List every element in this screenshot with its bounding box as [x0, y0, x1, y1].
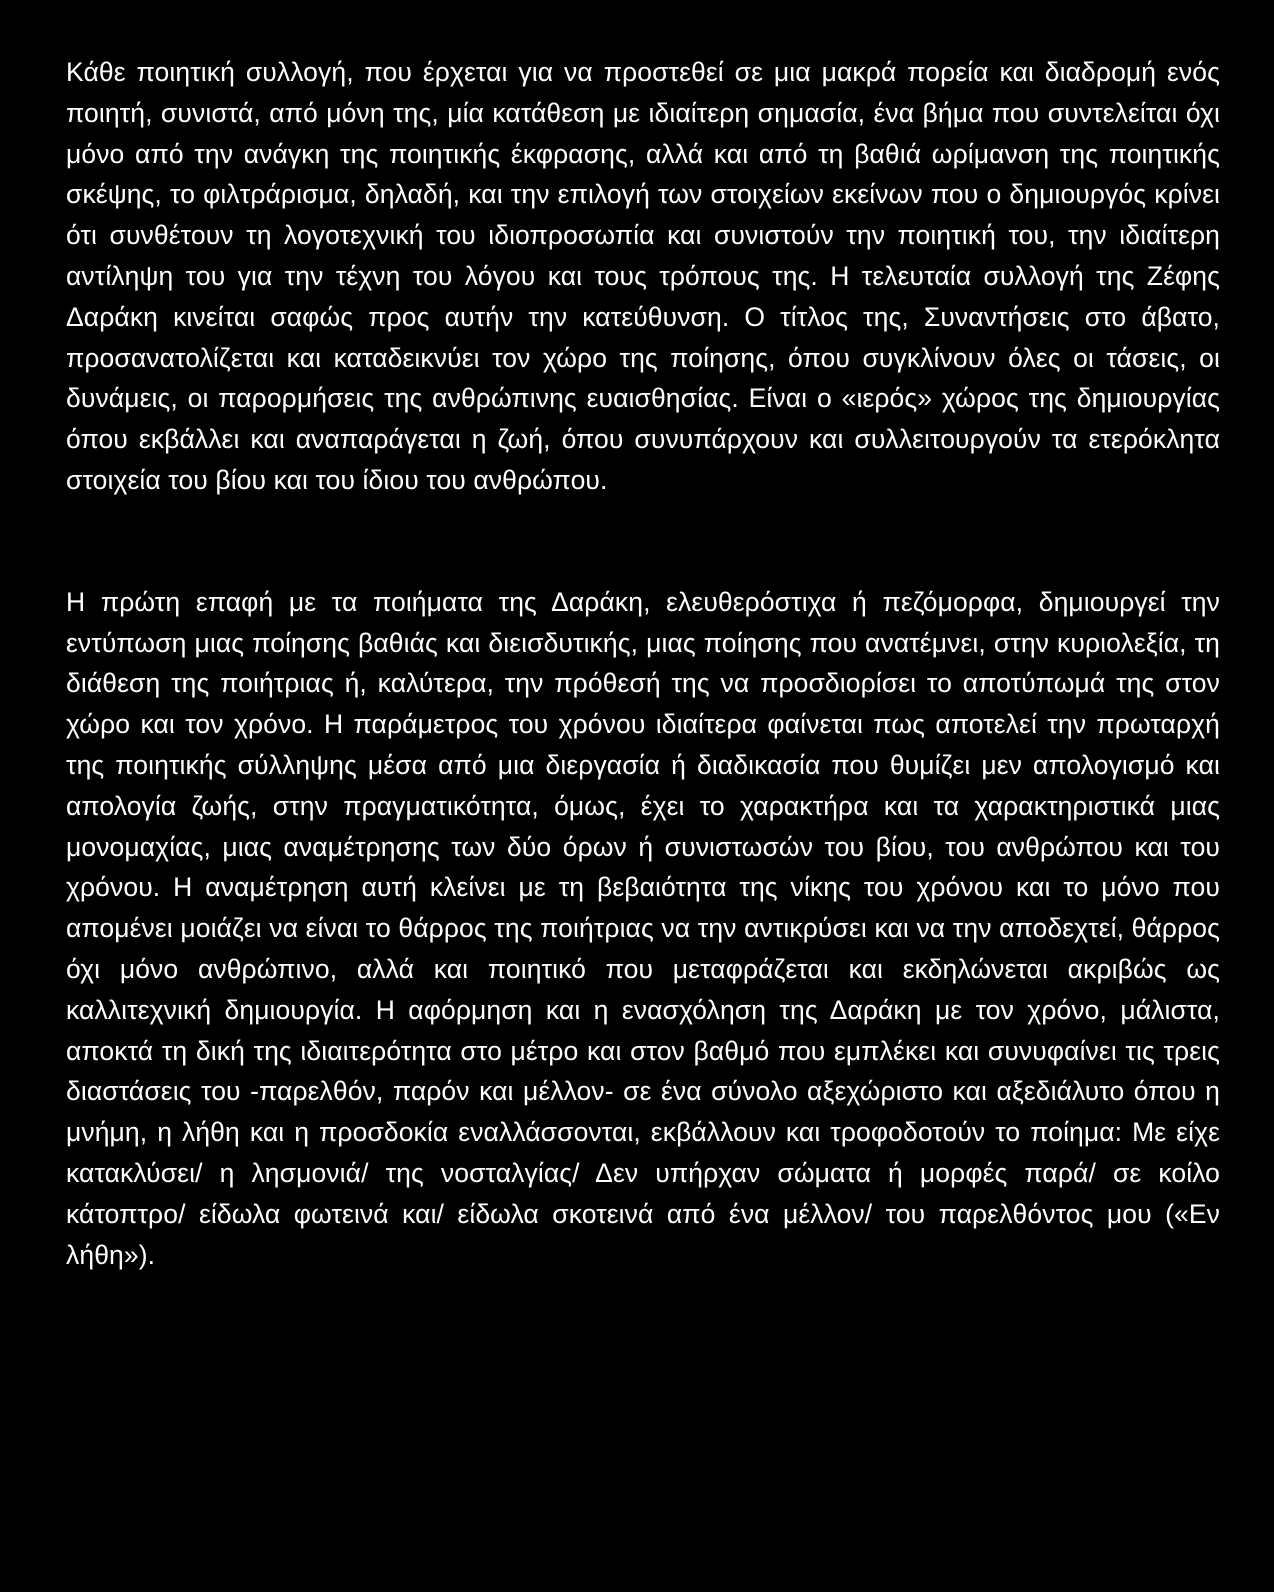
document-body: [66, 52, 1220, 1275]
paragraph-1: Κάθε ποιητική συλλογή, που έρχεται για να προστεθεί σε μια μακρά πορεία και διαδρομή ενός ποιητή, συνιστά, από μόνη της, μία κατάθεση με ιδιαίτερη σημασία, ένα βήμα που συντελείται όχι μόνο από την ανάγκη της ποιητικής έκφρασης, αλλά και από τη βαθιά ωρίμανση της ποιητικής σκέψης, το φιλτράρισμα, δηλαδή, και την επιλογή των στοιχείων εκείνων που ο δημιουργός κρίνει ότι συνθέτουν τη λογοτεχνική του ιδιοπροσωπία και συνιστούν την ποιητική του, την ιδιαίτερη αντίληψη του για την τέχνη του λόγου και τους τρόπους της. Η τελευταία συλλογή της Ζέφης Δαράκη κινείται σαφώς προς αυτήν την κατεύθυνση. Ο τίτλος της, Συναντήσεις στο άβατο, προσανατολίζεται και καταδεικνύει τον χώρο της ποίησης, όπου συγκλίνουν όλες οι τάσεις, οι δυνάμεις, οι παρορμήσεις της ανθρώπινης ευαισθησίας. Είναι ο «ιερός» χώρος της δημιουργίας όπου εκβάλλει και αναπαράγεται η ζωή, όπου συνυπάρχουν και συλλειτουργούν τα ετερόκλητα στοιχεία του βίου και του ίδιου του ανθρώπου.: [66, 57, 1220, 495]
paragraph-2: Η πρώτη επαφή με τα ποιήματα της Δαράκη, ελευθερόστιχα ή πεζόμορφα, δημιουργεί την εντύπωση μιας ποίησης βαθιάς και διεισδυτικής, μιας ποίησης που ανατέμνει, στην κυριολεξία, τη διάθεση της ποιήτριας ή, καλύτερα, την πρόθεσή της να προσδιορίσει το αποτύπωμά της στον χώρο και τον χρόνο. Η παράμετρος του χρόνου ιδιαίτερα φαίνεται πως αποτελεί την πρωταρχή της ποιητικής σύλληψης μέσα από μια διεργασία ή διαδικασία που θυμίζει μεν απολογισμό και απολογία ζωής, στην πραγματικότητα, όμως, έχει το χαρακτήρα και τα χαρακτηριστικά μιας μονομαχίας, μιας αναμέτρησης των δύο όρων ή συνιστωσών του βίου, του ανθρώπου και του χρόνου. Η αναμέτρηση αυτή κλείνει με τη βεβαιότητα της νίκης του χρόνου και το μόνο που απομένει μοιάζει να είναι το θάρρος της ποιήτριας να την αντικρύσει και να την αποδεχτεί, θάρρος όχι μόνο ανθρώπινο, αλλά και ποιητικό που μεταφράζεται και εκδηλώνεται ακριβώς ως καλλιτεχνική δημιουργία. Η αφόρμηση και η ενασχόληση της Δαράκη με τον χρόνο, μάλιστα, αποκτά τη δική της ιδιαιτερότητα στο μέτρο και στον βαθμό που εμπλέκει και συνυφαίνει τις τρεις διαστάσεις του -παρελθόν, παρόν και μέλλον- σε ένα σύνολο αξεχώριστο και αξεδιάλυτο όπου η μνήμη, η λήθη και η προσδοκία εναλλάσσονται, εκβάλλουν και τροφοδοτούν το ποίημα: Με είχε κατακλύσει/ η λησμονιά/ της νοσταλγίας/ Δεν υπήρχαν σώματα ή μορφές παρά/ σε κοίλο κάτοπτρο/ είδωλα φωτεινά και/ είδωλα σκοτεινά από ένα μέλλον/ του παρελθόντος μου («Εν λήθη»).: [66, 586, 1220, 1270]
